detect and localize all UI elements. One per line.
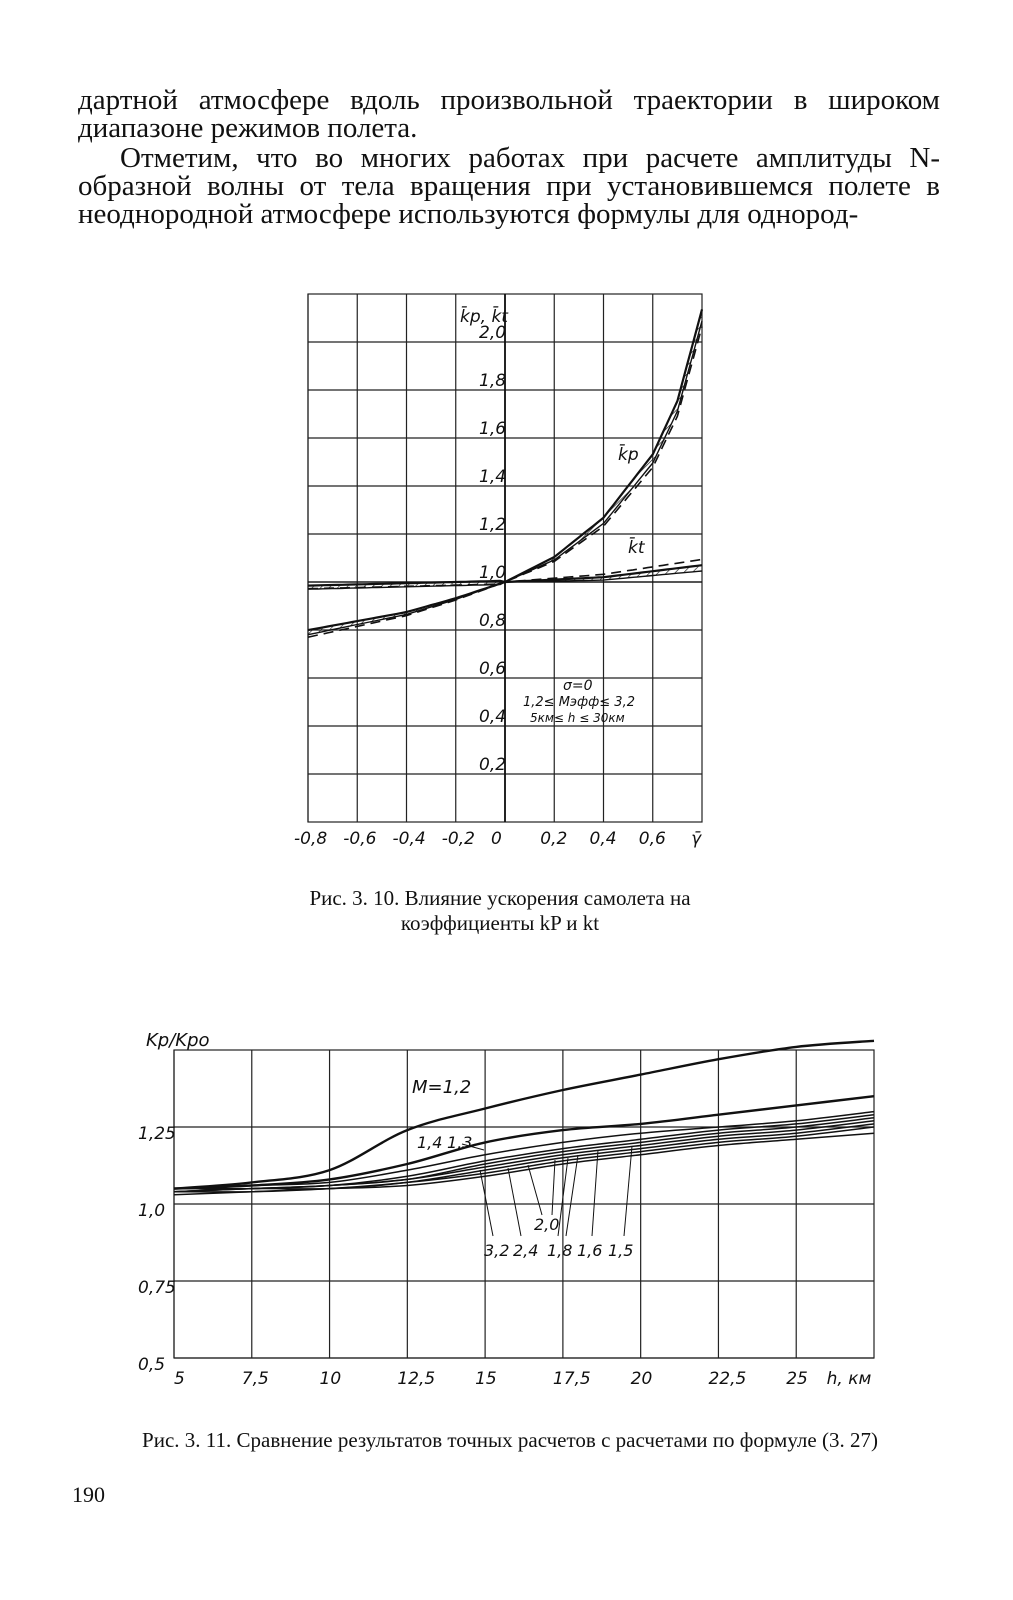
- figure-2-caption: Рис. 3. 11. Сравнение результатов точных расчетов с расчетами по формуле (3. 27): [142, 1428, 878, 1452]
- fig1-annotation-mach: 1,2≤ Mэфф≤ 3,2: [523, 695, 635, 710]
- fig1-y-tick-label: 0,8: [479, 611, 507, 631]
- fig1-y-tick-label: 0,4: [479, 707, 507, 727]
- fig2-x-tick-label: 17,5: [552, 1369, 591, 1389]
- fig2-x-tick-label: 15: [475, 1369, 497, 1389]
- fig2-curve-label-m12: M=1,2: [412, 1077, 472, 1098]
- fig1-y-tick-label: 1,2: [479, 515, 507, 535]
- fig2-curve-label-20: 2,0: [534, 1215, 560, 1234]
- fig1-label-kp: k̄p: [618, 445, 639, 465]
- fig2-curve-label-18: 1,8: [547, 1241, 573, 1260]
- fig1-y-tick-label: 1,4: [479, 467, 507, 487]
- fig1-x-tick-label: 0: [491, 829, 502, 849]
- page-number: 190: [72, 1482, 105, 1507]
- fig1-y-tick-label: 0,6: [479, 659, 507, 679]
- fig2-curve-label-15: 1,5: [608, 1241, 634, 1260]
- fig1-x-tick-label: 0,6: [638, 829, 666, 849]
- fig1-x-tick-label: -0,2: [441, 829, 475, 849]
- figure-1-caption: Рис. 3. 10. Влияние ускорения самолета на коэффициенты kP и kt: [309, 886, 691, 935]
- fig1-y-tick-label: 0,2: [479, 755, 507, 775]
- fig2-x-tick-label: 5: [174, 1369, 185, 1389]
- figure-1-chart: [294, 294, 702, 849]
- fig2-x-tick-label: h, км: [826, 1369, 872, 1389]
- fig1-x-tick-label: γ̄: [691, 829, 702, 849]
- fig2-series-line: [174, 1115, 874, 1189]
- fig2-curve-label-13: 1,3: [447, 1133, 473, 1152]
- figure-2-chart: [138, 1030, 874, 1389]
- fig1-annotation-height: 5км≤ h ≤ 30км: [530, 711, 625, 725]
- fig2-series-line: [174, 1121, 874, 1192]
- fig2-y-axis-label: Kp/Kpo: [146, 1030, 210, 1051]
- paragraph-body: Отметим, что во многих работах при расчете амплитуды N-образной волны от тела вращения при установившемся полете в неоднородной атмосфере используются формулы для однород-: [78, 142, 940, 230]
- fig1-y-tick-label: 1,0: [479, 563, 507, 583]
- fig2-x-tick-label: 25: [786, 1369, 808, 1389]
- fig2-x-tick-label: 22,5: [708, 1369, 747, 1389]
- fig2-curve-label-32: 3,2: [484, 1241, 510, 1260]
- paragraph-continued: дартной атмосфере вдоль произвольной траектории в широком диапазоне режимов полета.: [78, 84, 940, 144]
- fig2-y-tick-label: 1,0: [138, 1201, 166, 1221]
- fig2-curve-label-14: 1,4: [417, 1133, 443, 1152]
- fig2-x-tick-label: 20: [630, 1369, 653, 1389]
- fig2-y-tick-label: 1,25: [138, 1124, 176, 1144]
- fig1-x-tick-label: -0,8: [294, 829, 328, 849]
- fig1-x-tick-label: 0,2: [540, 829, 568, 849]
- fig1-y-tick-label: 2,0: [479, 323, 507, 343]
- fig1-y-axis-label: k̄p, k̄t: [460, 307, 508, 327]
- fig2-y-tick-label: 0,5: [138, 1355, 166, 1375]
- fig1-label-kt: k̄t: [628, 538, 645, 558]
- fig1-y-tick-label: 1,6: [479, 419, 507, 439]
- fig2-series-line: [174, 1096, 874, 1188]
- fig2-x-tick-label: 10: [319, 1369, 342, 1389]
- fig2-curve-label-16: 1,6: [577, 1241, 603, 1260]
- fig2-x-tick-label: 12,5: [397, 1369, 436, 1389]
- fig2-x-tick-label: 7,5: [241, 1369, 269, 1389]
- fig2-y-tick-label: 0,75: [138, 1278, 176, 1298]
- fig2-series-line: [174, 1112, 874, 1189]
- fig2-curve-label-24: 2,4: [513, 1241, 539, 1260]
- fig1-annotation-sigma: σ=0: [563, 678, 593, 694]
- fig1-y-tick-label: 1,8: [479, 371, 507, 391]
- fig1-x-tick-label: -0,6: [343, 829, 377, 849]
- fig1-x-tick-label: -0,4: [392, 829, 426, 849]
- fig1-x-tick-label: 0,4: [589, 829, 617, 849]
- fig2-series-line: [174, 1127, 874, 1192]
